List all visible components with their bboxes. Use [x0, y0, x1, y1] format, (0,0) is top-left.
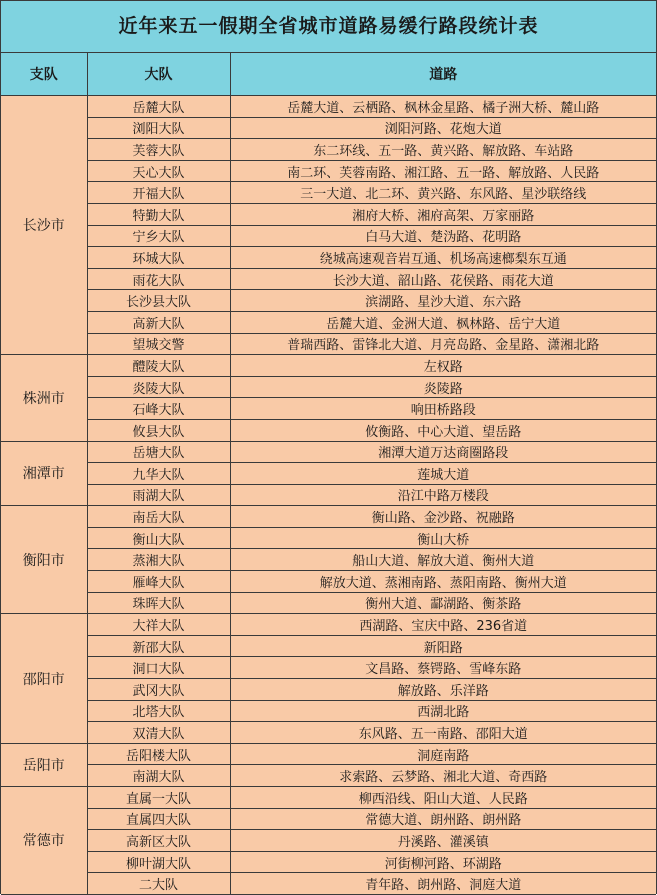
city-cell: 长沙市 [1, 96, 87, 355]
road-cell: 湘潭大道万达商圈路段 [230, 441, 656, 463]
table-row [1, 527, 656, 549]
road-cell: 攸衡路、中心大道、望岳路 [230, 419, 656, 441]
road-cell: 普瑞西路、雷锋北大道、月亮岛路、金星路、潇湘北路 [230, 333, 656, 355]
table-row [1, 398, 656, 420]
road-cell: 常德大道、朗州路、朗州路 [230, 808, 656, 830]
table-row [1, 549, 656, 571]
road-cell: 文昌路、蔡锷路、雪峰东路 [230, 657, 656, 679]
table-row [1, 139, 656, 161]
header-road: 道路 [230, 53, 656, 96]
table-row [1, 808, 656, 830]
table-row [1, 441, 656, 463]
table-row [1, 96, 656, 118]
road-cell: 西湖路、宝庆中路、236省道 [230, 614, 656, 636]
road-cell: 东风路、五一南路、邵阳大道 [230, 722, 656, 744]
table-row [1, 722, 656, 744]
road-cell: 衡山大桥 [230, 527, 656, 549]
table-row [1, 506, 656, 528]
table-row [1, 830, 656, 852]
brigade-cell: 特勤大队 [87, 203, 230, 225]
road-cell: 响田桥路段 [230, 398, 656, 420]
brigade-cell: 武冈大队 [87, 679, 230, 701]
table-row [1, 765, 656, 787]
header-brigade: 大队 [87, 53, 230, 96]
brigade-cell: 炎陵大队 [87, 376, 230, 398]
brigade-cell: 浏阳大队 [87, 117, 230, 139]
brigade-cell: 二大队 [87, 873, 230, 895]
table-row [1, 463, 656, 485]
brigade-cell: 高新大队 [87, 311, 230, 333]
brigade-cell: 蒸湘大队 [87, 549, 230, 571]
road-cell: 东二环线、五一路、黄兴路、解放路、车站路 [230, 139, 656, 161]
road-cell: 柳西沿线、阳山大道、人民路 [230, 787, 656, 809]
brigade-cell: 直属四大队 [87, 808, 230, 830]
table-row [1, 614, 656, 636]
table-row [1, 592, 656, 614]
road-cell: 解放大道、蒸湘南路、蒸阳南路、衡州大道 [230, 571, 656, 593]
brigade-cell: 直属一大队 [87, 787, 230, 809]
road-cell: 莲城大道 [230, 463, 656, 485]
brigade-cell: 柳叶湖大队 [87, 851, 230, 873]
brigade-cell: 雨花大队 [87, 268, 230, 290]
road-cell: 西湖北路 [230, 700, 656, 722]
road-cell: 衡山路、金沙路、祝融路 [230, 506, 656, 528]
header-detachment: 支队 [1, 53, 87, 96]
road-cell: 岳麓大道、金洲大道、枫林路、岳宁大道 [230, 311, 656, 333]
brigade-cell: 长沙县大队 [87, 290, 230, 312]
table-row [1, 679, 656, 701]
road-cell: 长沙大道、韶山路、花侯路、雨花大道 [230, 268, 656, 290]
brigade-cell: 新邵大队 [87, 635, 230, 657]
table-row [1, 851, 656, 873]
road-cell: 岳麓大道、云栖路、枫林金星路、橘子洲大桥、麓山路 [230, 96, 656, 118]
city-cell: 衡阳市 [1, 506, 87, 614]
table-row [1, 203, 656, 225]
table-row [1, 268, 656, 290]
road-cell: 船山大道、解放大道、衡州大道 [230, 549, 656, 571]
table-row [1, 419, 656, 441]
table-row [1, 290, 656, 312]
city-cell: 湘潭市 [1, 441, 87, 506]
table-body [1, 96, 656, 895]
table-row [1, 333, 656, 355]
stats-table [1, 53, 656, 895]
brigade-cell: 大祥大队 [87, 614, 230, 636]
table-row [1, 484, 656, 506]
road-cell: 解放路、乐洋路 [230, 679, 656, 701]
header-row [1, 53, 656, 96]
brigade-cell: 珠晖大队 [87, 592, 230, 614]
table-title: 近年来五一假期全省城市道路易缓行路段统计表 [1, 1, 656, 53]
table-row [1, 355, 656, 377]
road-cell: 滨湖路、星沙大道、东六路 [230, 290, 656, 312]
table-row [1, 787, 656, 809]
brigade-cell: 石峰大队 [87, 398, 230, 420]
road-cell: 绕城高速观音岩互通、机场高速榔梨东互通 [230, 247, 656, 269]
table-row [1, 873, 656, 895]
brigade-cell: 衡山大队 [87, 527, 230, 549]
brigade-cell: 岳麓大队 [87, 96, 230, 118]
road-cell: 新阳路 [230, 635, 656, 657]
road-cell: 浏阳河路、花炮大道 [230, 117, 656, 139]
table-row [1, 743, 656, 765]
road-cell: 河街柳河路、环湖路 [230, 851, 656, 873]
city-cell: 邵阳市 [1, 614, 87, 744]
table-row [1, 571, 656, 593]
brigade-cell: 环城大队 [87, 247, 230, 269]
city-cell: 常德市 [1, 787, 87, 895]
road-cell: 左权路 [230, 355, 656, 377]
table-row [1, 311, 656, 333]
road-cell: 青年路、朗州路、洞庭大道 [230, 873, 656, 895]
city-cell: 岳阳市 [1, 743, 87, 786]
road-cell: 三一大道、北二环、黄兴路、东风路、星沙联络线 [230, 182, 656, 204]
city-cell: 株洲市 [1, 355, 87, 441]
road-cell: 洞庭南路 [230, 743, 656, 765]
road-cell: 湘府大桥、湘府高架、万家丽路 [230, 203, 656, 225]
table-row [1, 117, 656, 139]
brigade-cell: 雨湖大队 [87, 484, 230, 506]
brigade-cell: 雁峰大队 [87, 571, 230, 593]
brigade-cell: 攸县大队 [87, 419, 230, 441]
brigade-cell: 洞口大队 [87, 657, 230, 679]
road-cell: 丹溪路、灌溪镇 [230, 830, 656, 852]
brigade-cell: 南岳大队 [87, 506, 230, 528]
table-row [1, 160, 656, 182]
table-row [1, 225, 656, 247]
brigade-cell: 北塔大队 [87, 700, 230, 722]
brigade-cell: 南湖大队 [87, 765, 230, 787]
brigade-cell: 岳塘大队 [87, 441, 230, 463]
table-row [1, 635, 656, 657]
brigade-cell: 芙蓉大队 [87, 139, 230, 161]
brigade-cell: 岳阳楼大队 [87, 743, 230, 765]
brigade-cell: 望城交警 [87, 333, 230, 355]
table-row [1, 657, 656, 679]
road-cell: 求索路、云梦路、湘北大道、奇西路 [230, 765, 656, 787]
table-row [1, 700, 656, 722]
road-cell: 南二环、芙蓉南路、湘江路、五一路、解放路、人民路 [230, 160, 656, 182]
brigade-cell: 高新区大队 [87, 830, 230, 852]
brigade-cell: 宁乡大队 [87, 225, 230, 247]
brigade-cell: 双清大队 [87, 722, 230, 744]
brigade-cell: 开福大队 [87, 182, 230, 204]
brigade-cell: 天心大队 [87, 160, 230, 182]
brigade-cell: 醴陵大队 [87, 355, 230, 377]
road-cell: 衡州大道、酃湖路、衡茶路 [230, 592, 656, 614]
road-cell: 白马大道、楚沩路、花明路 [230, 225, 656, 247]
table-row [1, 182, 656, 204]
road-cell: 沿江中路万楼段 [230, 484, 656, 506]
brigade-cell: 九华大队 [87, 463, 230, 485]
table-row [1, 247, 656, 269]
table-row [1, 376, 656, 398]
road-cell: 炎陵路 [230, 376, 656, 398]
